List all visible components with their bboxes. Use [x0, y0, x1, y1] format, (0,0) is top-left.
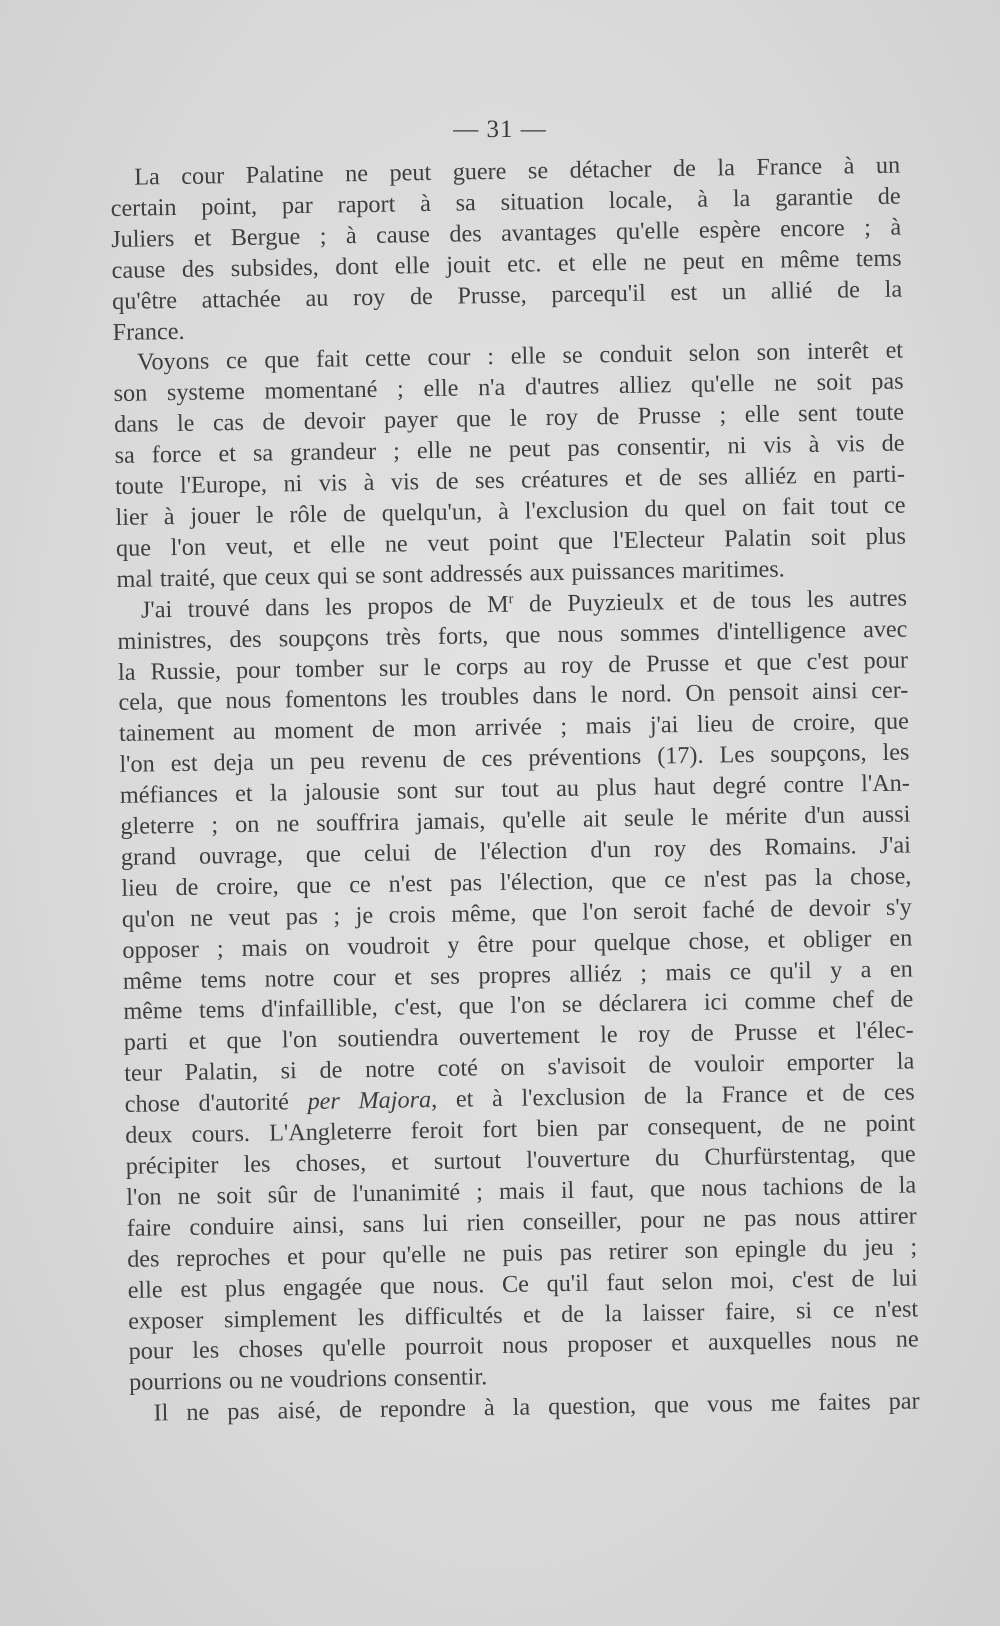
text-line: qu'on ne veut pas ; je crois même, que l'on seroit faché de devoir s'y [121, 893, 912, 933]
text-line: toute l'Europe, ni vis à vis de ses créatures et de ses alliéz en parti- [114, 460, 906, 501]
text-line: la Russie, pour tomber sur le corps au roy de Prusse et que c'est pour [117, 646, 909, 686]
text-segment: chose d'autorité [124, 1088, 308, 1119]
text-line: cause des subsides, dont elle jouit etc. et elle ne peut en même tems [111, 244, 902, 284]
paragraph-3 [117, 583, 920, 1399]
text-line: lieu de croire, que ce n'est pas l'élection, que ce n'est pas la chose, [121, 862, 912, 902]
text-line: certain point, par raport à sa situation locale, à la garantie de [110, 182, 901, 222]
paragraph-1 [110, 151, 903, 349]
text-segment: J'ai trouvé dans les propos de M [140, 590, 509, 624]
text-line: pour les choses qu'elle pourroit nous proposer et auxquelles nous ne [128, 1325, 919, 1366]
text-line: dans le cas de devoir payer que le roy de Prusse ; elle sent toute [113, 398, 905, 439]
text-line: Voyons ce que fait cette cour : elle se conduit selon son interêt et [136, 337, 904, 377]
text-line: deux cours. L'Angleterre feroit fort bien par consequent, de ne point [125, 1109, 916, 1149]
text-line: La cour Palatine ne peut guere se détacher de la France à un [134, 151, 901, 191]
text-line: mal traité, que ceux qui se sont addressés aux puissances maritimes. [116, 555, 785, 593]
text-line: grand ouvrage, que celui de l'élection d'un roy des Romains. J'ai [120, 831, 912, 871]
text-line: tainement au moment de mon arrivée ; mais j'ai lieu de croire, que [118, 707, 910, 748]
text-line: méfiances et la jalousie sont sur tout au plus haut degré contre l'An- [119, 769, 911, 810]
text-line: pourrions ou ne voudrions consentir. [128, 1363, 488, 1397]
text-line: elle est plus engagée que nous. Ce qu'il faut selon moi, c'est de lui [127, 1264, 918, 1304]
text-line: Il ne pas aisé, de repondre à la question, que vous me faites par [153, 1387, 920, 1427]
text-line: exposer simplement les difficultés et de la laisser faire, si ce n'est [127, 1294, 919, 1335]
text-line: faire conduire ainsi, sans lui rien conseiller, pour ne pas nous attirer [126, 1202, 917, 1242]
italic-phrase: per Majora [307, 1086, 432, 1116]
text-line: l'on est deja un peu revenu de ces préventions (17). Les soupçons, les [119, 738, 910, 779]
text-line: ministres, des soupçons très forts, que nous sommes d'intelligence avec [117, 615, 908, 655]
text-line: des reproches et pour qu'elle ne puis pas retirer son epingle du jeu ; [127, 1233, 918, 1273]
text-line: son systeme momentané ; elle n'a d'autres alliez qu'elle ne soit pas [113, 367, 904, 408]
text-segment: de Puyzieulx et de tous les autres [513, 584, 908, 618]
text-line: Juliers et Bergue ; à cause des avantages qu'elle espère encore ; à [110, 213, 902, 253]
text-segment: , et à l'exclusion de la France et de ces [430, 1078, 915, 1114]
text-line: France. [112, 317, 185, 346]
text-line: qu'être attachée au roy de Prusse, parcequ'il est un allié de la [111, 275, 903, 315]
text-line: parti et que l'on soutiendra ouvertement le roy de Prusse et l'élec- [123, 1016, 914, 1057]
body-text [110, 151, 920, 1430]
text-line: opposer ; mais on voudroit y être pour quelque chose, et obliger en [122, 924, 913, 964]
text-line: sa force et sa grandeur ; elle ne peut pas consentir, ni vis à vis de [114, 429, 905, 470]
text-line: teur Palatin, si de notre coté on s'avisoit de vouloir emporter la [124, 1047, 915, 1088]
text-line: même tems notre cour et ses propres alliéz ; mais ce qu'il y a en [122, 955, 913, 995]
text-line: cela, que nous fomentons les troubles dans le nord. On pensoit ainsi cer- [118, 676, 909, 717]
text-line: précipiter les choses, et surtout l'ouverture du Churfürstentag, que [125, 1140, 916, 1180]
text-line: l'on ne soit sûr de l'unanimité ; mais il faut, que nous tachions de la [126, 1171, 917, 1211]
page-number: — 31 — [453, 116, 547, 143]
text-line: gleterre ; on ne souffrira jamais, qu'elle ait seule le mérite d'un aussi [120, 800, 911, 840]
paragraph-2 [113, 336, 907, 596]
superscript: r [508, 590, 514, 607]
text-line: même tems d'infaillible, c'est, que l'on se déclarera ici comme chef de [123, 985, 914, 1026]
text-line: lier à jouer le rôle de quelqu'un, à l'exclusion du quel on fait tout ce [115, 491, 906, 531]
text-line: que l'on veut, et elle ne veut point que l'Electeur Palatin soit plus [115, 522, 907, 562]
